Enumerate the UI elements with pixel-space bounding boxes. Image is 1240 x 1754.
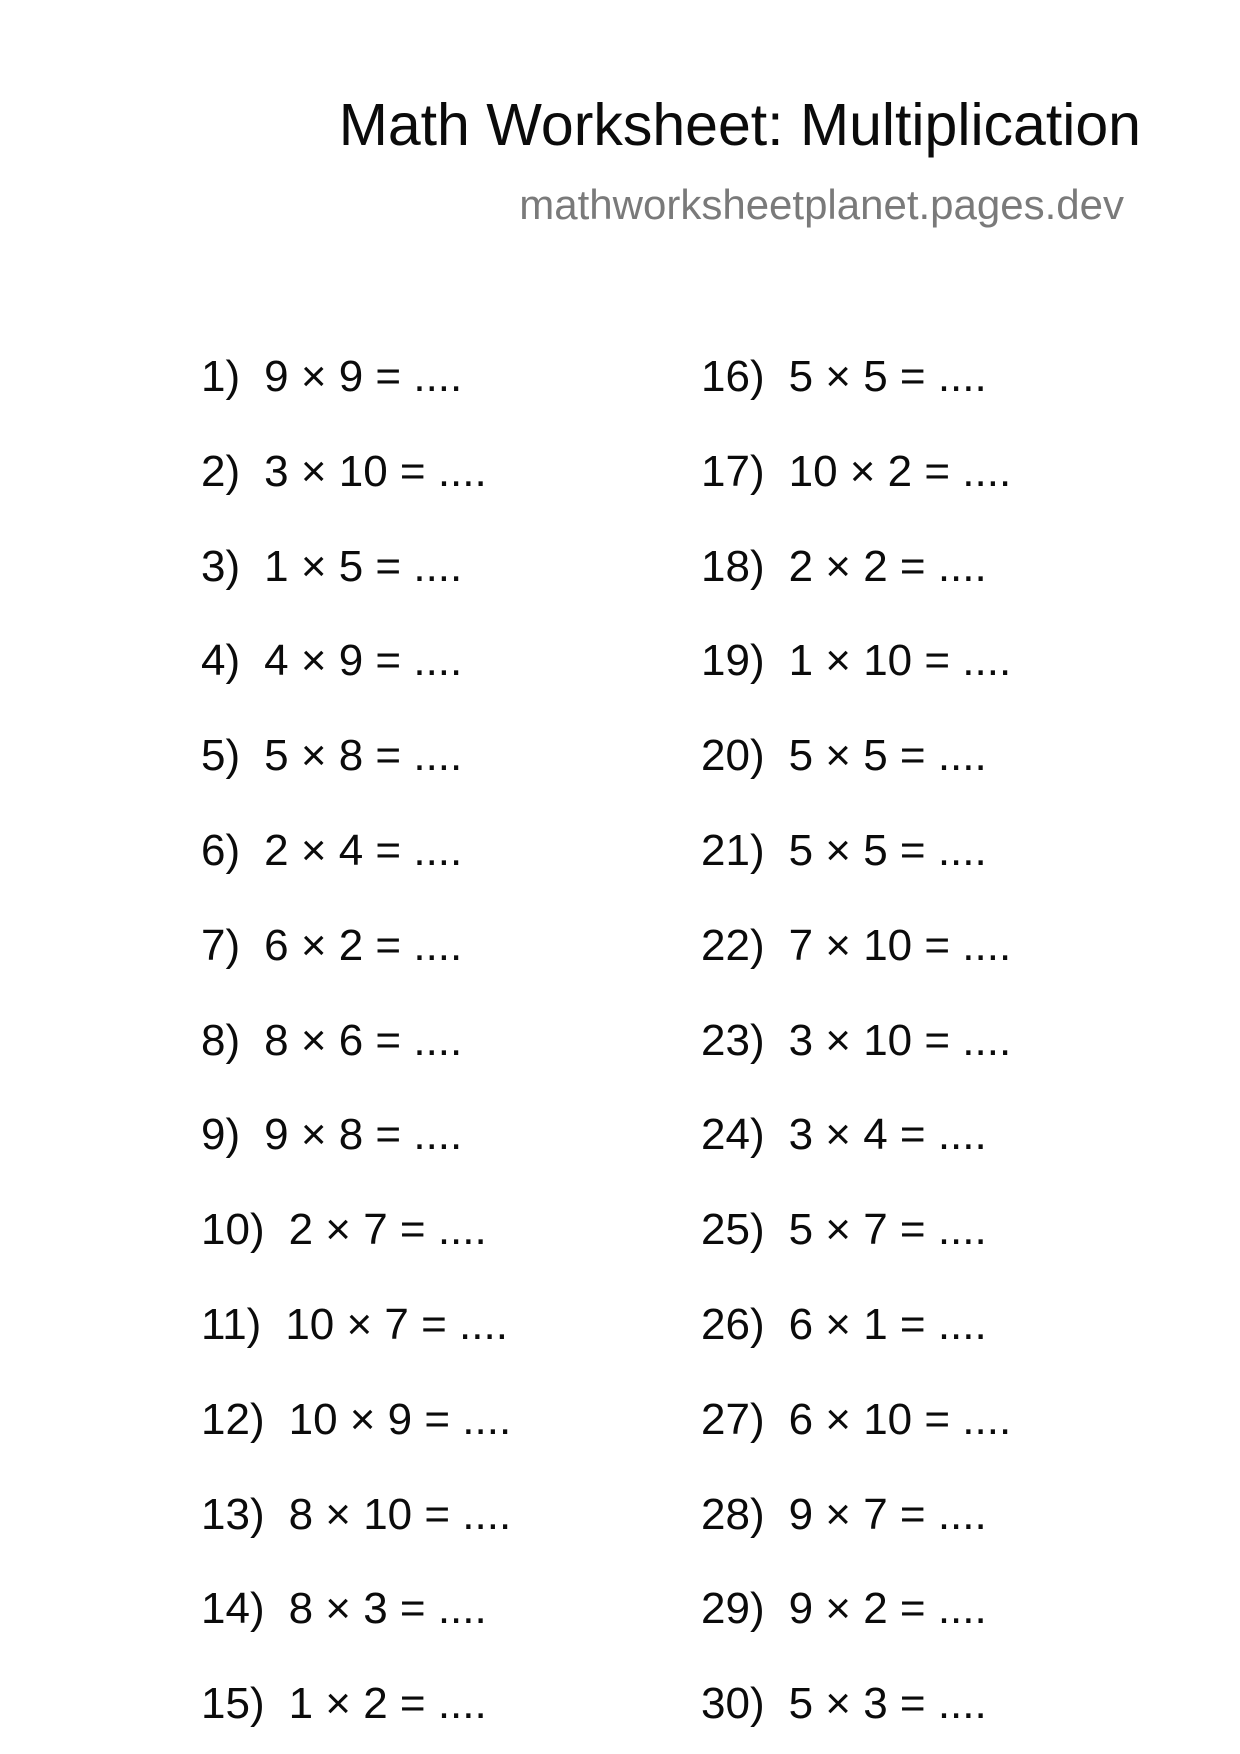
problem-item (201, 442, 487, 502)
problem-expression: 9 × 8 = .... (264, 1110, 463, 1159)
page-title: Math Worksheet: Multiplication (338, 92, 1141, 158)
problem-item (701, 1390, 1011, 1450)
problem-item (701, 1011, 1011, 1071)
problem-item (201, 1390, 511, 1450)
problem-number: 30) (701, 1679, 765, 1728)
problem-expression: 3 × 10 = .... (788, 1016, 1012, 1065)
problem-item (701, 347, 987, 407)
problem-expression: 6 × 10 = .... (788, 1395, 1012, 1444)
problem-expression: 4 × 9 = .... (264, 636, 463, 685)
problem-item (201, 916, 462, 976)
problem-item (701, 1295, 987, 1355)
problem-expression: 10 × 9 = .... (288, 1395, 512, 1444)
problem-number: 17) (701, 447, 765, 496)
problem-number: 20) (701, 731, 765, 780)
problem-item (701, 442, 1011, 502)
problem-number: 16) (701, 352, 765, 401)
problem-number: 8) (201, 1016, 241, 1065)
problem-item (201, 1200, 487, 1260)
problem-item (701, 1200, 987, 1260)
problem-item (201, 1011, 462, 1071)
problem-number: 29) (701, 1584, 765, 1633)
problem-number: 15) (201, 1679, 265, 1728)
problem-number: 7) (201, 921, 241, 970)
problem-expression: 8 × 3 = .... (288, 1584, 487, 1633)
problem-number: 4) (201, 636, 241, 685)
problem-number: 23) (701, 1016, 765, 1065)
problem-item (201, 1485, 511, 1545)
problem-item (701, 821, 987, 881)
problem-number: 2) (201, 447, 241, 496)
problem-expression: 2 × 7 = .... (288, 1205, 487, 1254)
problem-item (201, 347, 462, 407)
problem-number: 19) (701, 636, 765, 685)
problem-number: 21) (701, 826, 765, 875)
problem-item (701, 726, 987, 786)
problem-expression: 10 × 2 = .... (788, 447, 1012, 496)
problem-expression: 10 × 7 = .... (285, 1300, 508, 1349)
problem-number: 25) (701, 1205, 765, 1254)
problem-expression: 9 × 9 = .... (264, 352, 463, 401)
problem-expression: 2 × 4 = .... (264, 826, 463, 875)
problem-item (701, 1105, 987, 1165)
problem-expression: 5 × 7 = .... (788, 1205, 987, 1254)
problem-number: 18) (701, 542, 765, 591)
problem-number: 13) (201, 1490, 265, 1539)
problem-item (201, 537, 462, 597)
problem-number: 9) (201, 1110, 241, 1159)
problem-expression: 5 × 5 = .... (788, 352, 987, 401)
problem-item (201, 631, 462, 691)
problem-number: 10) (201, 1205, 265, 1254)
problem-expression: 3 × 10 = .... (264, 447, 487, 496)
problem-item (701, 537, 987, 597)
problem-number: 1) (201, 352, 241, 401)
problem-expression: 2 × 2 = .... (788, 542, 987, 591)
problem-number: 24) (701, 1110, 765, 1159)
problem-expression: 5 × 5 = .... (788, 731, 987, 780)
problem-number: 22) (701, 921, 765, 970)
problem-item (701, 1579, 987, 1639)
problem-number: 12) (201, 1395, 265, 1444)
problem-item (201, 1579, 487, 1639)
problem-number: 6) (201, 826, 241, 875)
problem-item (201, 1295, 508, 1355)
problem-expression: 5 × 5 = .... (788, 826, 987, 875)
problem-number: 5) (201, 731, 241, 780)
problem-item (201, 821, 462, 881)
problem-number: 28) (701, 1490, 765, 1539)
problem-expression: 7 × 10 = .... (788, 921, 1012, 970)
problem-expression: 8 × 10 = .... (288, 1490, 512, 1539)
problem-item (201, 726, 462, 786)
problem-item (701, 631, 1011, 691)
website-label: mathworksheetplanet.pages.dev (519, 181, 1124, 228)
problem-item (201, 1105, 462, 1165)
problem-expression: 6 × 1 = .... (788, 1300, 987, 1349)
problem-expression: 9 × 2 = .... (788, 1584, 987, 1633)
problem-number: 27) (701, 1395, 765, 1444)
problem-expression: 1 × 2 = .... (288, 1679, 487, 1728)
problem-expression: 8 × 6 = .... (264, 1016, 463, 1065)
problem-expression: 9 × 7 = .... (788, 1490, 987, 1539)
problem-item (701, 916, 1011, 976)
problem-expression: 5 × 8 = .... (264, 731, 463, 780)
problem-expression: 1 × 10 = .... (788, 636, 1012, 685)
problem-expression: 6 × 2 = .... (264, 921, 463, 970)
problem-item (201, 1674, 487, 1734)
problem-number: 14) (201, 1584, 265, 1633)
problem-number: 26) (701, 1300, 765, 1349)
problem-expression: 3 × 4 = .... (788, 1110, 987, 1159)
problem-expression: 5 × 3 = .... (788, 1679, 987, 1728)
problem-number: 3) (201, 542, 241, 591)
problem-expression: 1 × 5 = .... (264, 542, 463, 591)
problem-item (701, 1485, 987, 1545)
problem-item (701, 1674, 987, 1734)
problem-number: 11) (201, 1300, 262, 1349)
